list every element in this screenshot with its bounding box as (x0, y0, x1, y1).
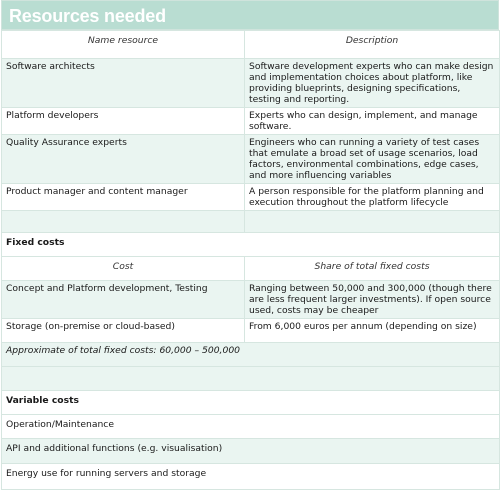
header-name-resource: Name resource (2, 31, 245, 59)
resource-name: Platform developers (2, 108, 245, 135)
cost-name: Storage (on-premise or cloud-based) (2, 319, 245, 343)
header-cost: Cost (2, 257, 245, 281)
resource-name: Product manager and content manager (2, 184, 245, 211)
variable-costs-heading: Variable costs (2, 391, 500, 415)
resources-table (1, 30, 500, 490)
approx-fixed-costs: Approximate of total fixed costs: 60,000 – 500,000 (2, 343, 500, 367)
resource-name: Quality Assurance experts (2, 135, 245, 184)
variable-cost-item: Operation/Maintenance (2, 415, 500, 439)
resource-description: Software development experts who can make design and implementation choices about platform, like providing blueprints, designing specifications, testing and reporting. (245, 59, 500, 108)
header-share: Share of total fixed costs (245, 257, 500, 281)
resource-description: Experts who can design, implement, and manage software. (245, 108, 500, 135)
document (1, 0, 499, 490)
fixed-costs-heading: Fixed costs (2, 233, 500, 257)
cost-name: Concept and Platform development, Testing (2, 281, 245, 319)
header-description: Description (245, 31, 500, 59)
empty-cell (2, 211, 245, 233)
empty-row (2, 367, 500, 391)
resource-name: Software architects (2, 59, 245, 108)
cost-share: Ranging between 50,000 and 300,000 (though there are less frequent larger investments). If open source used, costs may be cheaper (245, 281, 500, 319)
section-title: Resources needed (1, 0, 499, 30)
resource-description: Engineers who can running a variety of test cases that emulate a broad set of usage scenarios, load factors, environmental combinations, edge cases, and more influencing variables (245, 135, 500, 184)
resource-description: A person responsible for the platform planning and execution throughout the platform lifecycle (245, 184, 500, 211)
variable-cost-item: Energy use for running servers and storage (2, 464, 500, 490)
cost-share: From 6,000 euros per annum (depending on size) (245, 319, 500, 343)
empty-cell (245, 211, 500, 233)
variable-cost-item: API and additional functions (e.g. visualisation) (2, 439, 500, 464)
